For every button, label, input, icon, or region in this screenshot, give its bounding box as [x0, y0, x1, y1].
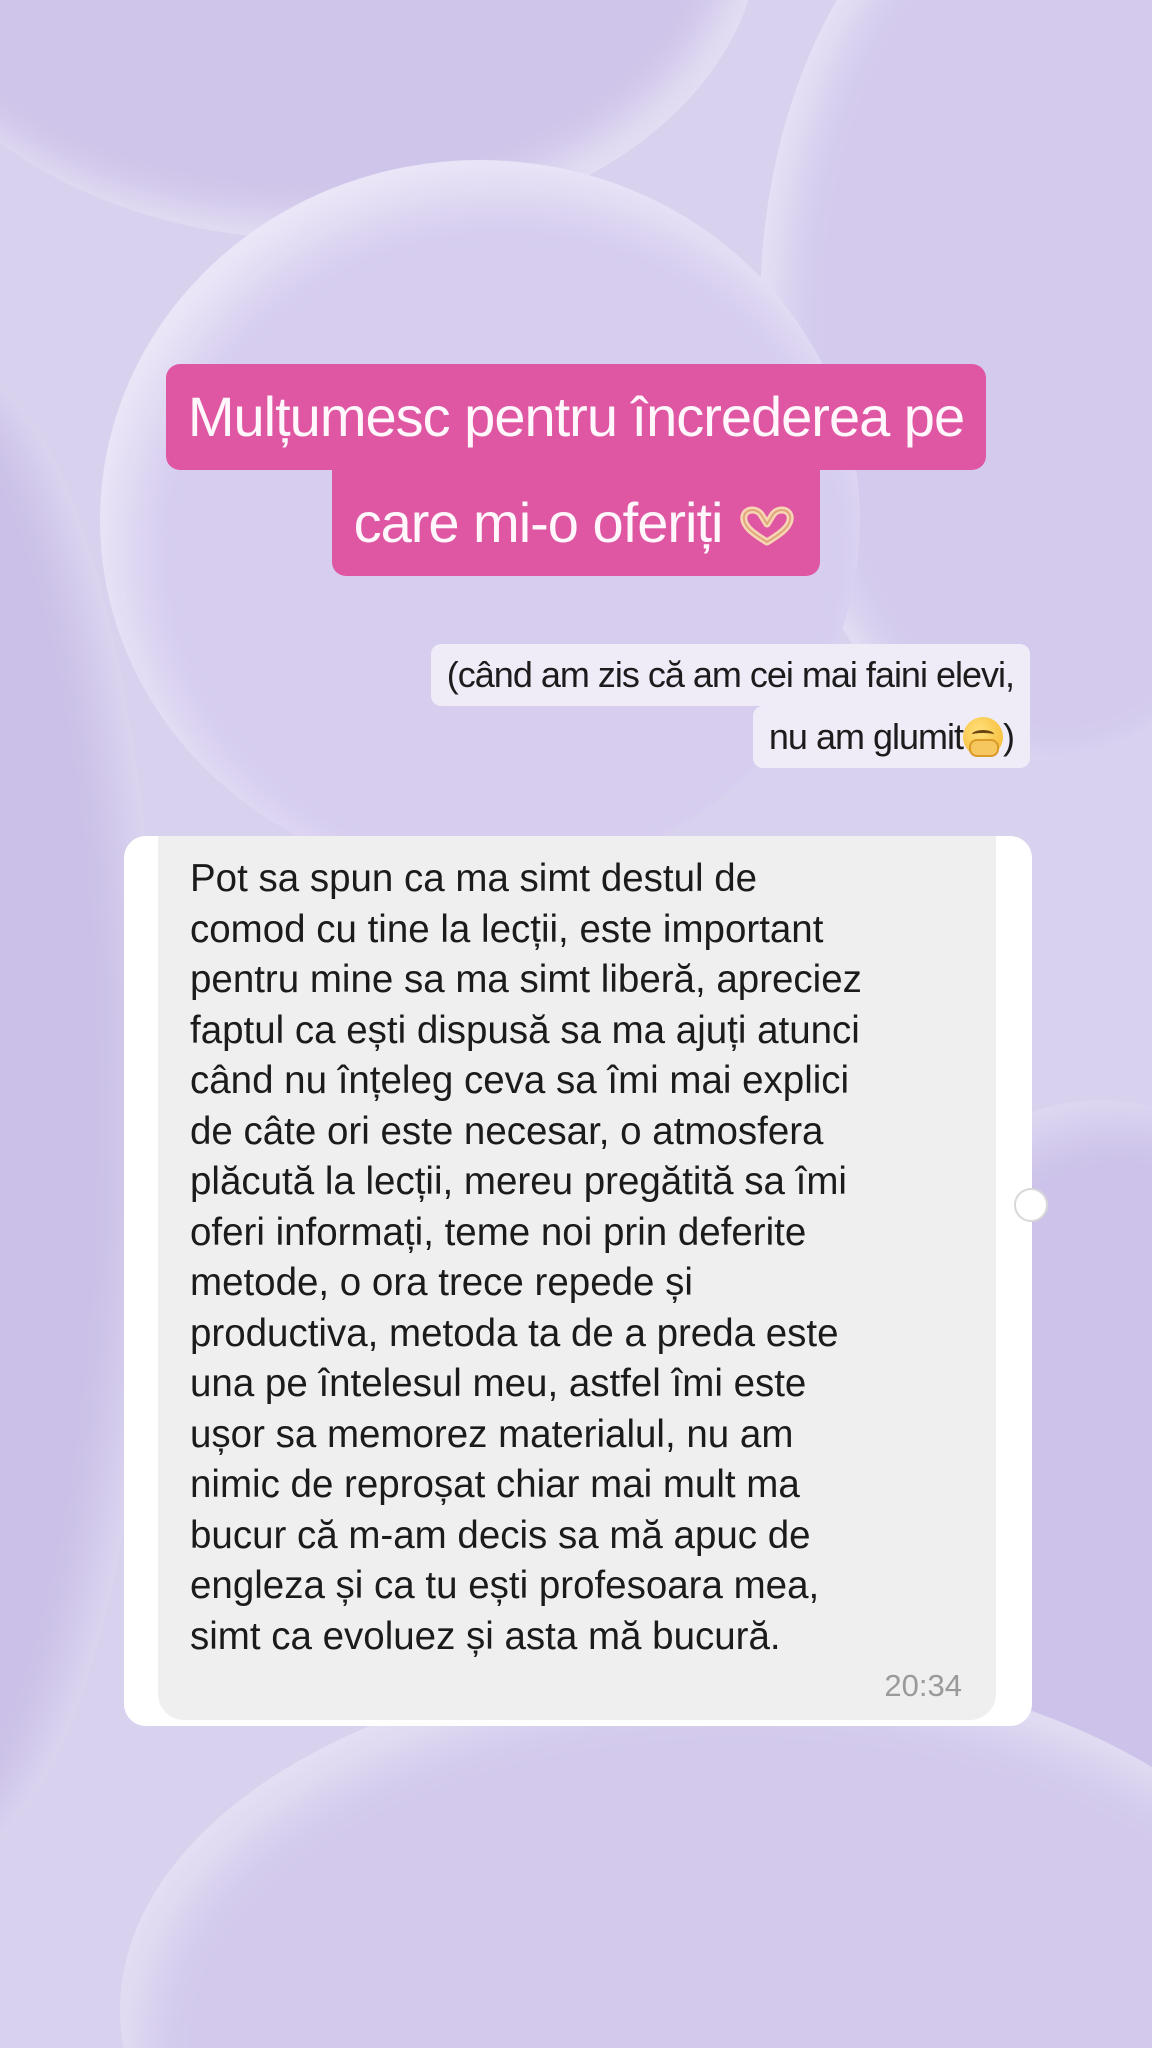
story-title — [160, 364, 992, 576]
story-caption-line-2-text: nu am glumit — [768, 716, 963, 757]
story-title-line-2-text: care mi-o oferiți — [353, 491, 723, 554]
story-caption-line-1: (când am zis că am cei mai faini elevi, — [431, 644, 1030, 706]
scroll-handle-icon — [1014, 1188, 1048, 1222]
hand-over-mouth-icon — [963, 717, 1003, 757]
message-screenshot-card — [124, 836, 1032, 1726]
message-timestamp: 20:34 — [884, 1668, 962, 1703]
story-caption — [330, 644, 1030, 768]
message-bubble — [158, 836, 996, 1720]
story-title-line-2 — [332, 470, 821, 576]
message-text: Pot sa spun ca ma simt destul de comod cu tine la lecții, este important pentru mine sa ma simt liberă, apreciez faptul ca ești dispusă sa ma ajuți atunci când nu înțeleg ceva sa îmi mai explici de câte ori este necesar, o atmosfera plăcută la lecții, mereu pregătită sa îmi oferi informați, teme noi prin deferite metode, o ora trece repede și productiva, metoda ta de a preda este una pe întelesul meu, astfel îmi este ușor sa memorez materialul, nu am nimic de reproșat chiar mai mult ma bucur că m-am decis sa mă apuc de engleza și ca tu ești profesoara mea, simt ca evoluez și asta mă bucură. — [190, 857, 862, 1658]
story-caption-close-paren: ) — [1003, 716, 1014, 757]
story-title-line-1: Mulțumesc pentru încrederea pe — [166, 364, 986, 470]
story-caption-line-2 — [753, 706, 1030, 768]
heart-hands-icon — [736, 506, 798, 546]
